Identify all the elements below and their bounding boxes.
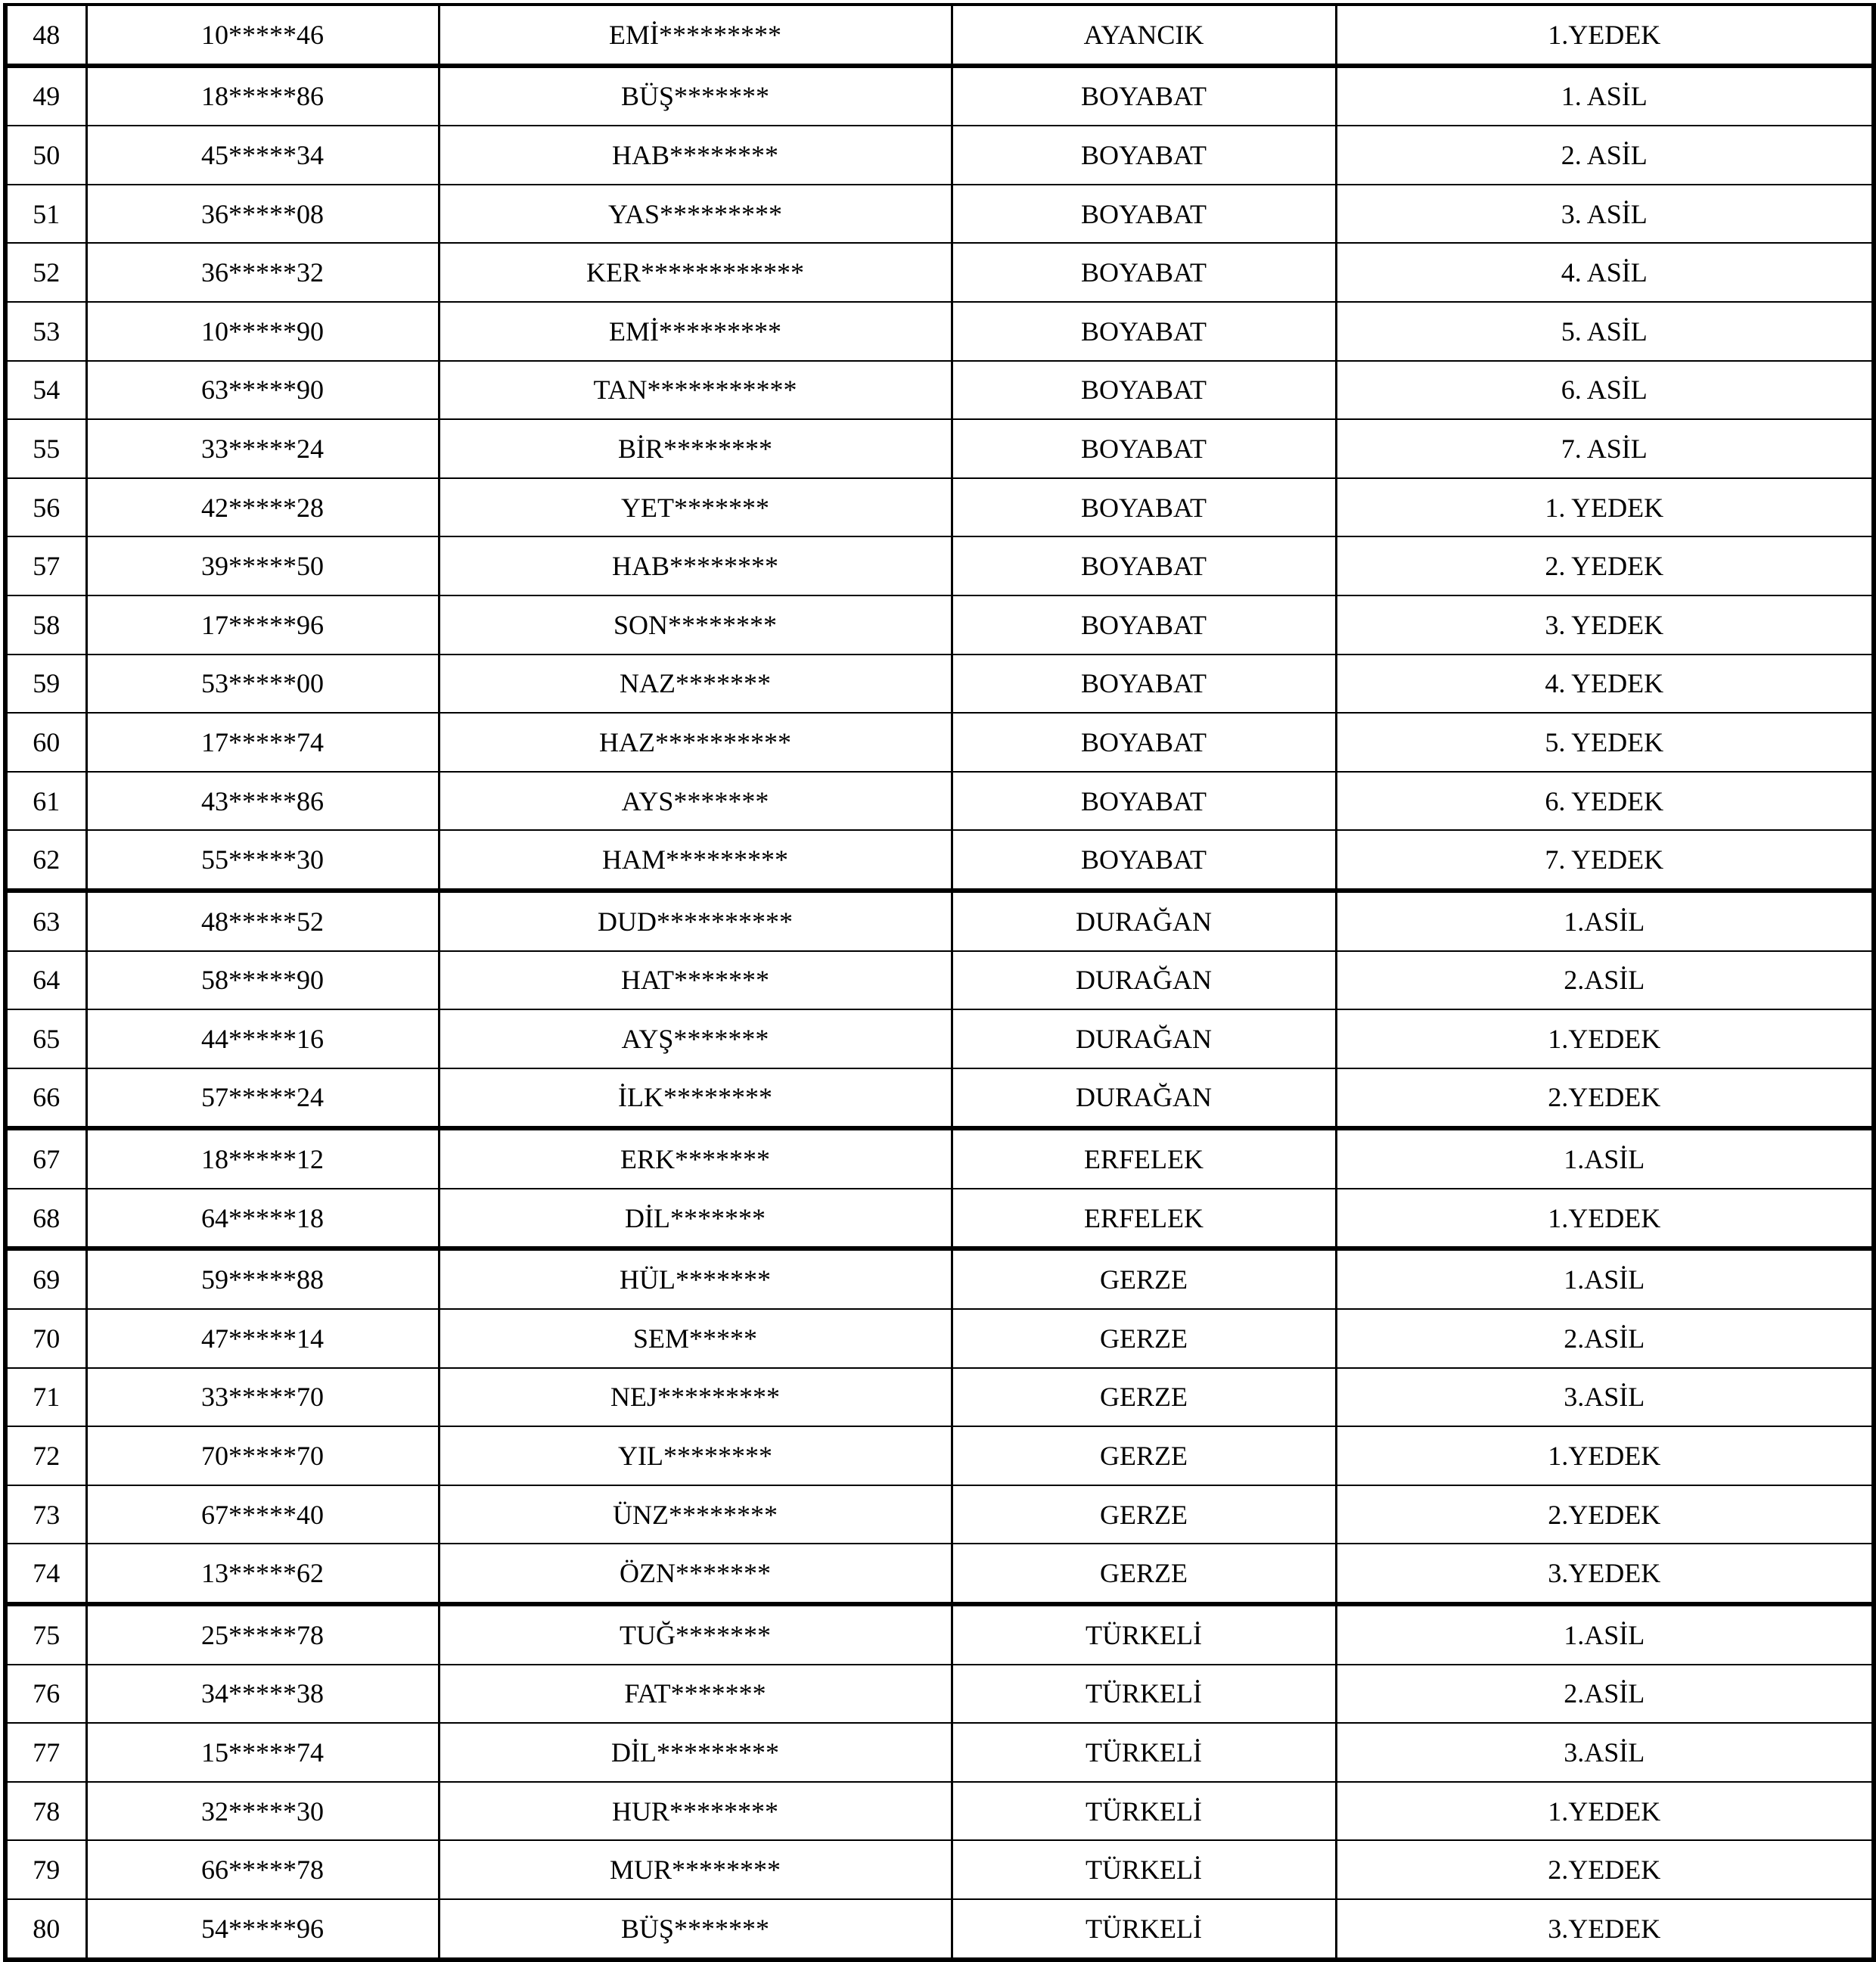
name-cell: SEM***** <box>439 1309 952 1368</box>
id-number-cell: 47*****14 <box>86 1309 439 1368</box>
id-number-cell: 36*****08 <box>86 185 439 244</box>
status-cell: 2.YEDEK <box>1336 1068 1874 1129</box>
row-number-cell: 75 <box>5 1604 86 1665</box>
status-cell: 2.YEDEK <box>1336 1485 1874 1544</box>
name-cell: HAB******** <box>439 126 952 185</box>
name-cell: FAT******* <box>439 1665 952 1724</box>
row-number-cell: 52 <box>5 243 86 302</box>
row-number-cell: 63 <box>5 891 86 951</box>
table-row <box>5 66 1874 126</box>
name-cell: YAS********* <box>439 185 952 244</box>
row-number-cell: 65 <box>5 1009 86 1068</box>
id-number-cell: 59*****88 <box>86 1248 439 1309</box>
id-number-cell: 58*****90 <box>86 951 439 1010</box>
table-row <box>5 1899 1874 1960</box>
district-cell: ERFELEK <box>952 1128 1336 1189</box>
name-cell: MUR******** <box>439 1840 952 1899</box>
id-number-cell: 64*****18 <box>86 1189 439 1249</box>
table-row <box>5 595 1874 655</box>
id-number-cell: 10*****90 <box>86 302 439 361</box>
table-row <box>5 1665 1874 1724</box>
status-cell: 1.YEDEK <box>1336 5 1874 66</box>
status-cell: 6. ASİL <box>1336 361 1874 420</box>
status-cell: 2.ASİL <box>1336 1309 1874 1368</box>
status-cell: 3.YEDEK <box>1336 1544 1874 1604</box>
id-number-cell: 17*****96 <box>86 595 439 655</box>
name-cell: DİL********* <box>439 1723 952 1782</box>
status-cell: 3. YEDEK <box>1336 595 1874 655</box>
status-cell: 3.ASİL <box>1336 1723 1874 1782</box>
row-number-cell: 77 <box>5 1723 86 1782</box>
row-number-cell: 58 <box>5 595 86 655</box>
status-cell: 1.ASİL <box>1336 1128 1874 1189</box>
table-row <box>5 126 1874 185</box>
district-cell: DURAĞAN <box>952 951 1336 1010</box>
id-number-cell: 57*****24 <box>86 1068 439 1129</box>
table-row <box>5 1604 1874 1665</box>
row-number-cell: 73 <box>5 1485 86 1544</box>
id-number-cell: 33*****24 <box>86 419 439 478</box>
id-number-cell: 10*****46 <box>86 5 439 66</box>
status-cell: 2. ASİL <box>1336 126 1874 185</box>
district-cell: BOYABAT <box>952 536 1336 595</box>
id-number-cell: 39*****50 <box>86 536 439 595</box>
row-number-cell: 48 <box>5 5 86 66</box>
table-row <box>5 419 1874 478</box>
row-number-cell: 74 <box>5 1544 86 1604</box>
district-cell: BOYABAT <box>952 713 1336 772</box>
row-number-cell: 53 <box>5 302 86 361</box>
table-row <box>5 5 1874 66</box>
results-table-body <box>5 5 1874 1960</box>
row-number-cell: 78 <box>5 1782 86 1841</box>
table-row <box>5 830 1874 891</box>
row-number-cell: 56 <box>5 478 86 537</box>
table-row <box>5 951 1874 1010</box>
row-number-cell: 62 <box>5 830 86 891</box>
name-cell: DİL******* <box>439 1189 952 1249</box>
status-cell: 1. YEDEK <box>1336 478 1874 537</box>
status-cell: 5. ASİL <box>1336 302 1874 361</box>
table-row <box>5 1128 1874 1189</box>
id-number-cell: 36*****32 <box>86 243 439 302</box>
id-number-cell: 15*****74 <box>86 1723 439 1782</box>
row-number-cell: 70 <box>5 1309 86 1368</box>
status-cell: 1.YEDEK <box>1336 1189 1874 1249</box>
name-cell: HAB******** <box>439 536 952 595</box>
status-cell: 7. YEDEK <box>1336 830 1874 891</box>
name-cell: YIL******** <box>439 1426 952 1485</box>
district-cell: BOYABAT <box>952 772 1336 831</box>
row-number-cell: 69 <box>5 1248 86 1309</box>
table-row <box>5 1309 1874 1368</box>
district-cell: DURAĞAN <box>952 891 1336 951</box>
district-cell: TÜRKELİ <box>952 1604 1336 1665</box>
status-cell: 2. YEDEK <box>1336 536 1874 595</box>
status-cell: 1.ASİL <box>1336 1604 1874 1665</box>
name-cell: SON******** <box>439 595 952 655</box>
name-cell: HUR******** <box>439 1782 952 1841</box>
id-number-cell: 48*****52 <box>86 891 439 951</box>
id-number-cell: 18*****12 <box>86 1128 439 1189</box>
table-row <box>5 1009 1874 1068</box>
row-number-cell: 55 <box>5 419 86 478</box>
status-cell: 3.ASİL <box>1336 1368 1874 1427</box>
district-cell: TÜRKELİ <box>952 1782 1336 1841</box>
table-row <box>5 1368 1874 1427</box>
status-cell: 7. ASİL <box>1336 419 1874 478</box>
id-number-cell: 25*****78 <box>86 1604 439 1665</box>
row-number-cell: 71 <box>5 1368 86 1427</box>
id-number-cell: 66*****78 <box>86 1840 439 1899</box>
district-cell: GERZE <box>952 1309 1336 1368</box>
status-cell: 2.YEDEK <box>1336 1840 1874 1899</box>
status-cell: 2.ASİL <box>1336 951 1874 1010</box>
id-number-cell: 67*****40 <box>86 1485 439 1544</box>
table-row <box>5 1485 1874 1544</box>
name-cell: HAZ********** <box>439 713 952 772</box>
name-cell: HAT******* <box>439 951 952 1010</box>
id-number-cell: 42*****28 <box>86 478 439 537</box>
district-cell: TÜRKELİ <box>952 1899 1336 1960</box>
table-row <box>5 1189 1874 1249</box>
id-number-cell: 33*****70 <box>86 1368 439 1427</box>
status-cell: 3. ASİL <box>1336 185 1874 244</box>
row-number-cell: 54 <box>5 361 86 420</box>
name-cell: İLK******** <box>439 1068 952 1129</box>
name-cell: HÜL******* <box>439 1248 952 1309</box>
district-cell: TÜRKELİ <box>952 1840 1336 1899</box>
name-cell: TAN*********** <box>439 361 952 420</box>
status-cell: 6. YEDEK <box>1336 772 1874 831</box>
name-cell: BİR******** <box>439 419 952 478</box>
district-cell: DURAĞAN <box>952 1009 1336 1068</box>
name-cell: YET******* <box>439 478 952 537</box>
name-cell: NAZ******* <box>439 655 952 714</box>
row-number-cell: 57 <box>5 536 86 595</box>
row-number-cell: 49 <box>5 66 86 126</box>
district-cell: GERZE <box>952 1544 1336 1604</box>
district-cell: ERFELEK <box>952 1189 1336 1249</box>
table-row <box>5 243 1874 302</box>
district-cell: BOYABAT <box>952 830 1336 891</box>
results-table <box>3 3 1876 1962</box>
table-row <box>5 361 1874 420</box>
table-row <box>5 1248 1874 1309</box>
id-number-cell: 55*****30 <box>86 830 439 891</box>
name-cell: ERK******* <box>439 1128 952 1189</box>
table-row <box>5 478 1874 537</box>
name-cell: AYS******* <box>439 772 952 831</box>
id-number-cell: 32*****30 <box>86 1782 439 1841</box>
status-cell: 2.ASİL <box>1336 1665 1874 1724</box>
row-number-cell: 59 <box>5 655 86 714</box>
district-cell: BOYABAT <box>952 361 1336 420</box>
name-cell: DUD********** <box>439 891 952 951</box>
row-number-cell: 51 <box>5 185 86 244</box>
table-row <box>5 1426 1874 1485</box>
status-cell: 1.YEDEK <box>1336 1426 1874 1485</box>
row-number-cell: 50 <box>5 126 86 185</box>
district-cell: BOYABAT <box>952 185 1336 244</box>
name-cell: EMİ********* <box>439 302 952 361</box>
district-cell: GERZE <box>952 1426 1336 1485</box>
table-row <box>5 1782 1874 1841</box>
table-row <box>5 655 1874 714</box>
status-cell: 4. ASİL <box>1336 243 1874 302</box>
district-cell: GERZE <box>952 1368 1336 1427</box>
id-number-cell: 44*****16 <box>86 1009 439 1068</box>
district-cell: GERZE <box>952 1248 1336 1309</box>
district-cell: TÜRKELİ <box>952 1665 1336 1724</box>
id-number-cell: 34*****38 <box>86 1665 439 1724</box>
id-number-cell: 63*****90 <box>86 361 439 420</box>
district-cell: BOYABAT <box>952 66 1336 126</box>
district-cell: BOYABAT <box>952 126 1336 185</box>
name-cell: ÖZN******* <box>439 1544 952 1604</box>
district-cell: BOYABAT <box>952 478 1336 537</box>
id-number-cell: 17*****74 <box>86 713 439 772</box>
table-row <box>5 891 1874 951</box>
name-cell: BÜŞ******* <box>439 66 952 126</box>
table-row <box>5 1544 1874 1604</box>
table-row <box>5 185 1874 244</box>
row-number-cell: 66 <box>5 1068 86 1129</box>
district-cell: BOYABAT <box>952 419 1336 478</box>
id-number-cell: 54*****96 <box>86 1899 439 1960</box>
status-cell: 1. ASİL <box>1336 66 1874 126</box>
table-row <box>5 713 1874 772</box>
id-number-cell: 18*****86 <box>86 66 439 126</box>
status-cell: 4. YEDEK <box>1336 655 1874 714</box>
name-cell: HAM********* <box>439 830 952 891</box>
row-number-cell: 60 <box>5 713 86 772</box>
status-cell: 3.YEDEK <box>1336 1899 1874 1960</box>
id-number-cell: 43*****86 <box>86 772 439 831</box>
status-cell: 1.ASİL <box>1336 1248 1874 1309</box>
name-cell: AYŞ******* <box>439 1009 952 1068</box>
row-number-cell: 72 <box>5 1426 86 1485</box>
district-cell: GERZE <box>952 1485 1336 1544</box>
row-number-cell: 64 <box>5 951 86 1010</box>
status-cell: 5. YEDEK <box>1336 713 1874 772</box>
status-cell: 1.ASİL <box>1336 891 1874 951</box>
district-cell: TÜRKELİ <box>952 1723 1336 1782</box>
table-row <box>5 536 1874 595</box>
district-cell: BOYABAT <box>952 595 1336 655</box>
status-cell: 1.YEDEK <box>1336 1009 1874 1068</box>
id-number-cell: 45*****34 <box>86 126 439 185</box>
row-number-cell: 61 <box>5 772 86 831</box>
district-cell: DURAĞAN <box>952 1068 1336 1129</box>
row-number-cell: 68 <box>5 1189 86 1249</box>
name-cell: TUĞ******* <box>439 1604 952 1665</box>
name-cell: ÜNZ******** <box>439 1485 952 1544</box>
row-number-cell: 80 <box>5 1899 86 1960</box>
row-number-cell: 67 <box>5 1128 86 1189</box>
name-cell: KER************ <box>439 243 952 302</box>
district-cell: BOYABAT <box>952 302 1336 361</box>
table-row <box>5 772 1874 831</box>
status-cell: 1.YEDEK <box>1336 1782 1874 1841</box>
id-number-cell: 53*****00 <box>86 655 439 714</box>
district-cell: BOYABAT <box>952 655 1336 714</box>
row-number-cell: 76 <box>5 1665 86 1724</box>
table-row <box>5 1840 1874 1899</box>
name-cell: NEJ********* <box>439 1368 952 1427</box>
table-row <box>5 1068 1874 1129</box>
table-row <box>5 1723 1874 1782</box>
table-row <box>5 302 1874 361</box>
district-cell: AYANCIK <box>952 5 1336 66</box>
id-number-cell: 13*****62 <box>86 1544 439 1604</box>
id-number-cell: 70*****70 <box>86 1426 439 1485</box>
name-cell: EMİ********* <box>439 5 952 66</box>
name-cell: BÜŞ******* <box>439 1899 952 1960</box>
district-cell: BOYABAT <box>952 243 1336 302</box>
row-number-cell: 79 <box>5 1840 86 1899</box>
